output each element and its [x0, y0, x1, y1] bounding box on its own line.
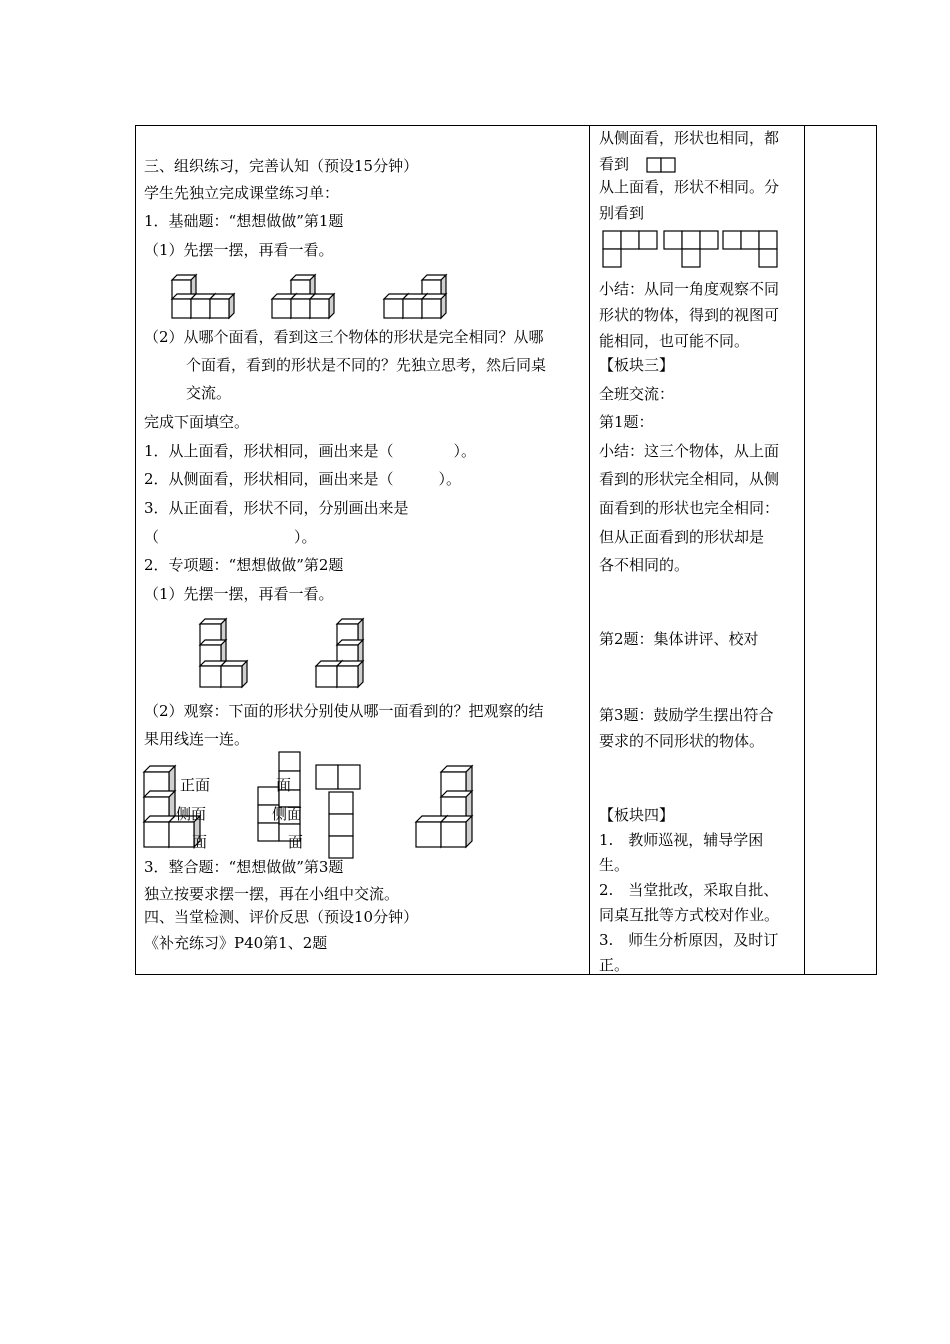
cube-side-face: [441, 294, 446, 318]
label-mid-3: 面: [288, 833, 304, 851]
label-top-view: 面: [192, 833, 208, 851]
cube-front-face: [191, 299, 210, 318]
summary1-line2: 形状的物体，得到的视图可: [599, 306, 780, 324]
b4-item3-line1: 3. 师生分析原因，及时订: [599, 931, 779, 949]
q2-part2-line1: （2）观察：下面的形状分别使从哪一面看到的？把观察的结: [144, 702, 544, 720]
fill-title: 完成下面填空。: [144, 413, 250, 431]
q1-part1: （1）先摆一摆，再看一看。: [144, 241, 334, 259]
view-shape-t: [315, 764, 365, 864]
cube-front-face: [384, 299, 403, 318]
cube-figure-3: [382, 272, 452, 314]
block4-heading: 【板块四】: [599, 806, 675, 824]
cube-front-face: [221, 666, 242, 687]
cube-front-face: [310, 299, 329, 318]
summary2-line3: 面看到的形状也完全相同：: [599, 499, 780, 517]
b4-item1-line2: 生。: [599, 856, 630, 874]
class-exchange: 全班交流：: [599, 385, 675, 403]
b4-item1-line1: 1. 教师巡视，辅导学困: [599, 831, 764, 849]
cube-front-face: [169, 822, 194, 847]
b4-item2-line1: 2. 当堂批改，采取自批、: [599, 881, 779, 899]
cube-front-face: [144, 822, 169, 847]
summary2-line5: 各不相同的。: [599, 556, 690, 574]
cube-figure-4: [198, 616, 258, 692]
block3-heading: 【板块三】: [599, 356, 675, 374]
label-side-view: 侧面: [176, 805, 207, 823]
q1-part2-line2: 个面看，看到的形状是不同的？先独立思考，然后同桌: [186, 356, 547, 374]
label-front-view: 正面: [180, 776, 211, 794]
cube-side-face: [466, 816, 472, 847]
cube-front-face: [200, 666, 221, 687]
q3-title: 3．整合题：“想想做做”第3题: [144, 858, 344, 876]
right-line-2: 看到: [599, 155, 630, 173]
label-mid-2: 侧面: [272, 805, 303, 823]
q2-comment: 第2题：集体讲评、校对: [599, 630, 759, 648]
cube-figure-7: [414, 764, 484, 856]
summary2-line2: 看到的形状完全相同，从侧: [599, 470, 780, 488]
column-divider-1: [589, 126, 590, 974]
b4-item3-line2: 正。: [599, 956, 630, 974]
cube-front-face: [403, 299, 422, 318]
cube-figure-1: [170, 272, 240, 314]
cube-side-face: [329, 294, 334, 318]
q3-comment-line2: 要求的不同形状的物体。: [599, 732, 765, 750]
fill-item-2: 2．从侧面看，形状相同，画出来是（ ）。: [144, 470, 462, 488]
cube-figure-5: [314, 616, 374, 692]
cube-front-face: [172, 299, 191, 318]
cube-front-face: [272, 299, 291, 318]
cube-side-face: [358, 661, 363, 687]
q2-part2-line2: 果用线连一连。: [144, 730, 250, 748]
cube-front-face: [416, 822, 441, 847]
section4-body: 《补充练习》P40第1、2题: [144, 934, 328, 952]
cube-side-face: [229, 294, 234, 318]
q3-comment-line1: 第3题：鼓励学生摆出符合: [599, 706, 774, 724]
fill-item-1: 1．从上面看，形状相同，画出来是（ ）。: [144, 442, 477, 460]
intro-text: 学生先独立完成课堂练习单：: [144, 184, 340, 202]
cube-front-face: [210, 299, 229, 318]
q2-title: 2．专项题：“想想做做”第2题: [144, 556, 344, 574]
section4-title: 四、当堂检测、评价反思（预设10分钟）: [144, 908, 419, 926]
q2-part1: （1）先摆一摆，再看一看。: [144, 585, 334, 603]
q3-body: 独立按要求摆一摆，再在小组中交流。: [144, 885, 400, 903]
cube-side-face: [242, 661, 247, 687]
summary1-line3: 能相同，也可能不同。: [599, 332, 750, 350]
right-line-4: 别看到: [599, 204, 645, 222]
cube-front-face: [316, 666, 337, 687]
cube-front-face: [422, 299, 441, 318]
cube-front-face: [291, 299, 310, 318]
section3-title: 三、组织练习，完善认知（预设15分钟）: [144, 157, 419, 175]
b4-item2-line2: 同桌互批等方式校对作业。: [599, 906, 780, 924]
q1-title: 1．基础题：“想想做做”第1题: [144, 212, 344, 230]
side-view-shape: [646, 157, 678, 173]
fill-item-3: 3．从正面看，形状不同，分别画出来是: [144, 499, 409, 517]
top-view-shapes: [602, 230, 782, 272]
summary2-line4: 但从正面看到的形状却是: [599, 528, 765, 546]
column-divider-2: [804, 126, 805, 974]
fill-item-3-blank: （ ）。: [144, 528, 317, 546]
summary2-line1: 小结：这三个物体，从上面: [599, 442, 780, 460]
q1-part2-line3: 交流。: [186, 384, 232, 402]
cube-figure-2: [270, 272, 340, 314]
right-line-1: 从侧面看，形状也相同，都: [599, 129, 780, 147]
q1-label: 第1题：: [599, 413, 654, 431]
cube-front-face: [441, 822, 466, 847]
label-mid-1: 面: [276, 776, 292, 794]
q1-part2-line1: （2）从哪个面看，看到这三个物体的形状是完全相同？从哪: [144, 328, 544, 346]
right-line-3: 从上面看，形状不相同。分: [599, 178, 780, 196]
summary1-line1: 小结：从同一角度观察不同: [599, 280, 780, 298]
cube-front-face: [337, 666, 358, 687]
